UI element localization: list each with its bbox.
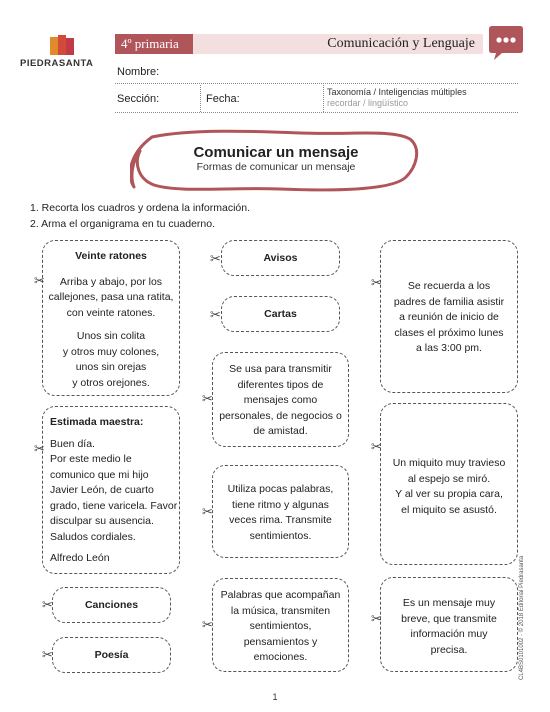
card-palabras[interactable] xyxy=(212,578,349,672)
card-line: padres de familia asistir xyxy=(393,295,505,308)
grade-label: 4º primaria xyxy=(115,34,193,54)
card-line: y otros orejones. xyxy=(72,376,150,389)
card-avisos[interactable] xyxy=(221,240,340,276)
card-line: sentimientos, xyxy=(249,620,312,632)
card-mensaje-breve[interactable] xyxy=(380,577,518,672)
card-line: Por este medio le xyxy=(50,453,132,465)
page-title: Comunicar un mensaje xyxy=(193,144,359,161)
card-veinte-ratones[interactable] xyxy=(42,240,180,396)
card-line: Javier León, de cuarto xyxy=(50,484,154,496)
subject-title: Comunicación y Lenguaje xyxy=(193,34,483,54)
card-se-usa[interactable] xyxy=(212,352,349,447)
section-label: Sección: xyxy=(117,93,160,105)
piedrasanta-logo-icon xyxy=(48,33,76,57)
scissors-icon: ✂ xyxy=(202,504,213,519)
scissors-icon: ✂ xyxy=(371,439,382,454)
date-label: Fecha: xyxy=(206,93,240,105)
card-line: Saludos cordiales. xyxy=(50,530,136,543)
scissors-icon: ✂ xyxy=(202,391,213,406)
card-miquito[interactable] xyxy=(380,403,518,565)
scissors-icon: ✂ xyxy=(371,611,382,626)
card-cartas[interactable] xyxy=(221,296,340,332)
card-line: comunico que mi hijo xyxy=(50,468,149,481)
form-divider xyxy=(115,83,518,84)
card-canciones[interactable] xyxy=(52,587,171,623)
card-line: tiene ritmo y algunas xyxy=(232,498,329,511)
scissors-icon: ✂ xyxy=(34,441,45,456)
card-poesia[interactable] xyxy=(52,637,171,673)
brand-name: PIEDRASANTA xyxy=(20,58,94,69)
card-line: Se usa para transmitir xyxy=(229,363,332,375)
scissors-icon: ✂ xyxy=(210,307,221,322)
page-subtitle: Formas de comunicar un mensaje xyxy=(196,161,356,173)
chat-bubble-icon xyxy=(488,24,524,62)
card-line: personales, de negocios o xyxy=(219,409,342,422)
card-line: mensajes como xyxy=(243,394,318,406)
card-label: Avisos xyxy=(263,252,298,264)
card-line: emociones. xyxy=(253,651,308,663)
form-divider xyxy=(323,85,324,112)
card-label: Canciones xyxy=(84,599,139,611)
card-line: Es un mensaje muy xyxy=(402,597,496,609)
card-line: veces rima. Transmite xyxy=(229,514,332,526)
card-line: Y al ver su propia cara, xyxy=(395,488,503,500)
card-line: pensamientos y xyxy=(243,635,318,648)
instruction-2: 2. Arma el organigrama en tu cuaderno. xyxy=(30,218,216,230)
scissors-icon: ✂ xyxy=(202,617,213,632)
card-line: clases el próximo lunes xyxy=(394,326,504,339)
card-line: Arriba y abajo, por los xyxy=(59,275,163,288)
card-line: unos sin orejas xyxy=(75,361,147,373)
card-line: grado, tiene varicela. Favor xyxy=(50,499,178,512)
card-label: Cartas xyxy=(264,308,297,320)
scissors-icon: ✂ xyxy=(42,597,53,612)
card-line: disculpar su ausencia. xyxy=(50,515,154,527)
card-utiliza[interactable] xyxy=(212,465,349,558)
card-estimada-maestra[interactable] xyxy=(42,406,180,574)
card-line: Un miquito muy travieso xyxy=(392,457,506,469)
card-line: Se recuerda a los xyxy=(407,280,491,292)
card-line: al espejo se miró. xyxy=(407,472,491,485)
card-line: Unos sin colita xyxy=(76,330,146,342)
taxonomy-label: Taxonomía / Inteligencias múltiples xyxy=(327,87,467,97)
card-line: de amistad. xyxy=(253,425,308,437)
card-recuerda[interactable] xyxy=(380,240,518,393)
card-line: la música, transmiten xyxy=(230,604,331,617)
card-line: Palabras que acompañan xyxy=(220,589,341,601)
copyright-note: CL4BS0101002 · © 2018 Editorial Piedrasanta xyxy=(519,555,525,680)
card-line: precisa. xyxy=(430,643,468,656)
instruction-1: 1. Recorta los cuadros y ordena la información. xyxy=(30,202,251,214)
name-label: Nombre: xyxy=(117,66,160,78)
card-title: Estimada maestra: xyxy=(50,416,144,428)
card-line: a reunión de inicio de xyxy=(399,311,499,323)
card-line: a las 3:00 pm. xyxy=(416,342,482,354)
card-line: Alfredo León xyxy=(50,552,110,564)
card-line: información muy xyxy=(410,628,488,640)
card-line: y otros muy colones, xyxy=(62,345,160,358)
card-line: callejones, pasa una ratita, xyxy=(48,291,174,303)
form-divider xyxy=(200,85,201,112)
card-line: Buen día. xyxy=(50,437,95,450)
card-label: Poesía xyxy=(94,649,129,661)
page-number: 1 xyxy=(272,692,278,702)
card-title: Veinte ratones xyxy=(75,250,147,262)
scissors-icon: ✂ xyxy=(371,275,382,290)
taxonomy-values: recordar / lingüístico xyxy=(327,98,409,108)
card-line: Utiliza pocas palabras, xyxy=(227,483,334,495)
card-line: sentimientos. xyxy=(249,529,312,542)
card-line: el miquito se asustó. xyxy=(401,503,497,516)
card-line: con veinte ratones. xyxy=(66,306,156,319)
form-divider xyxy=(115,112,518,113)
card-line: diferentes tipos de xyxy=(237,378,324,391)
scissors-icon: ✂ xyxy=(210,251,221,266)
scissors-icon: ✂ xyxy=(42,647,53,662)
scissors-icon: ✂ xyxy=(34,273,45,288)
card-line: breve, que transmite xyxy=(401,612,497,625)
